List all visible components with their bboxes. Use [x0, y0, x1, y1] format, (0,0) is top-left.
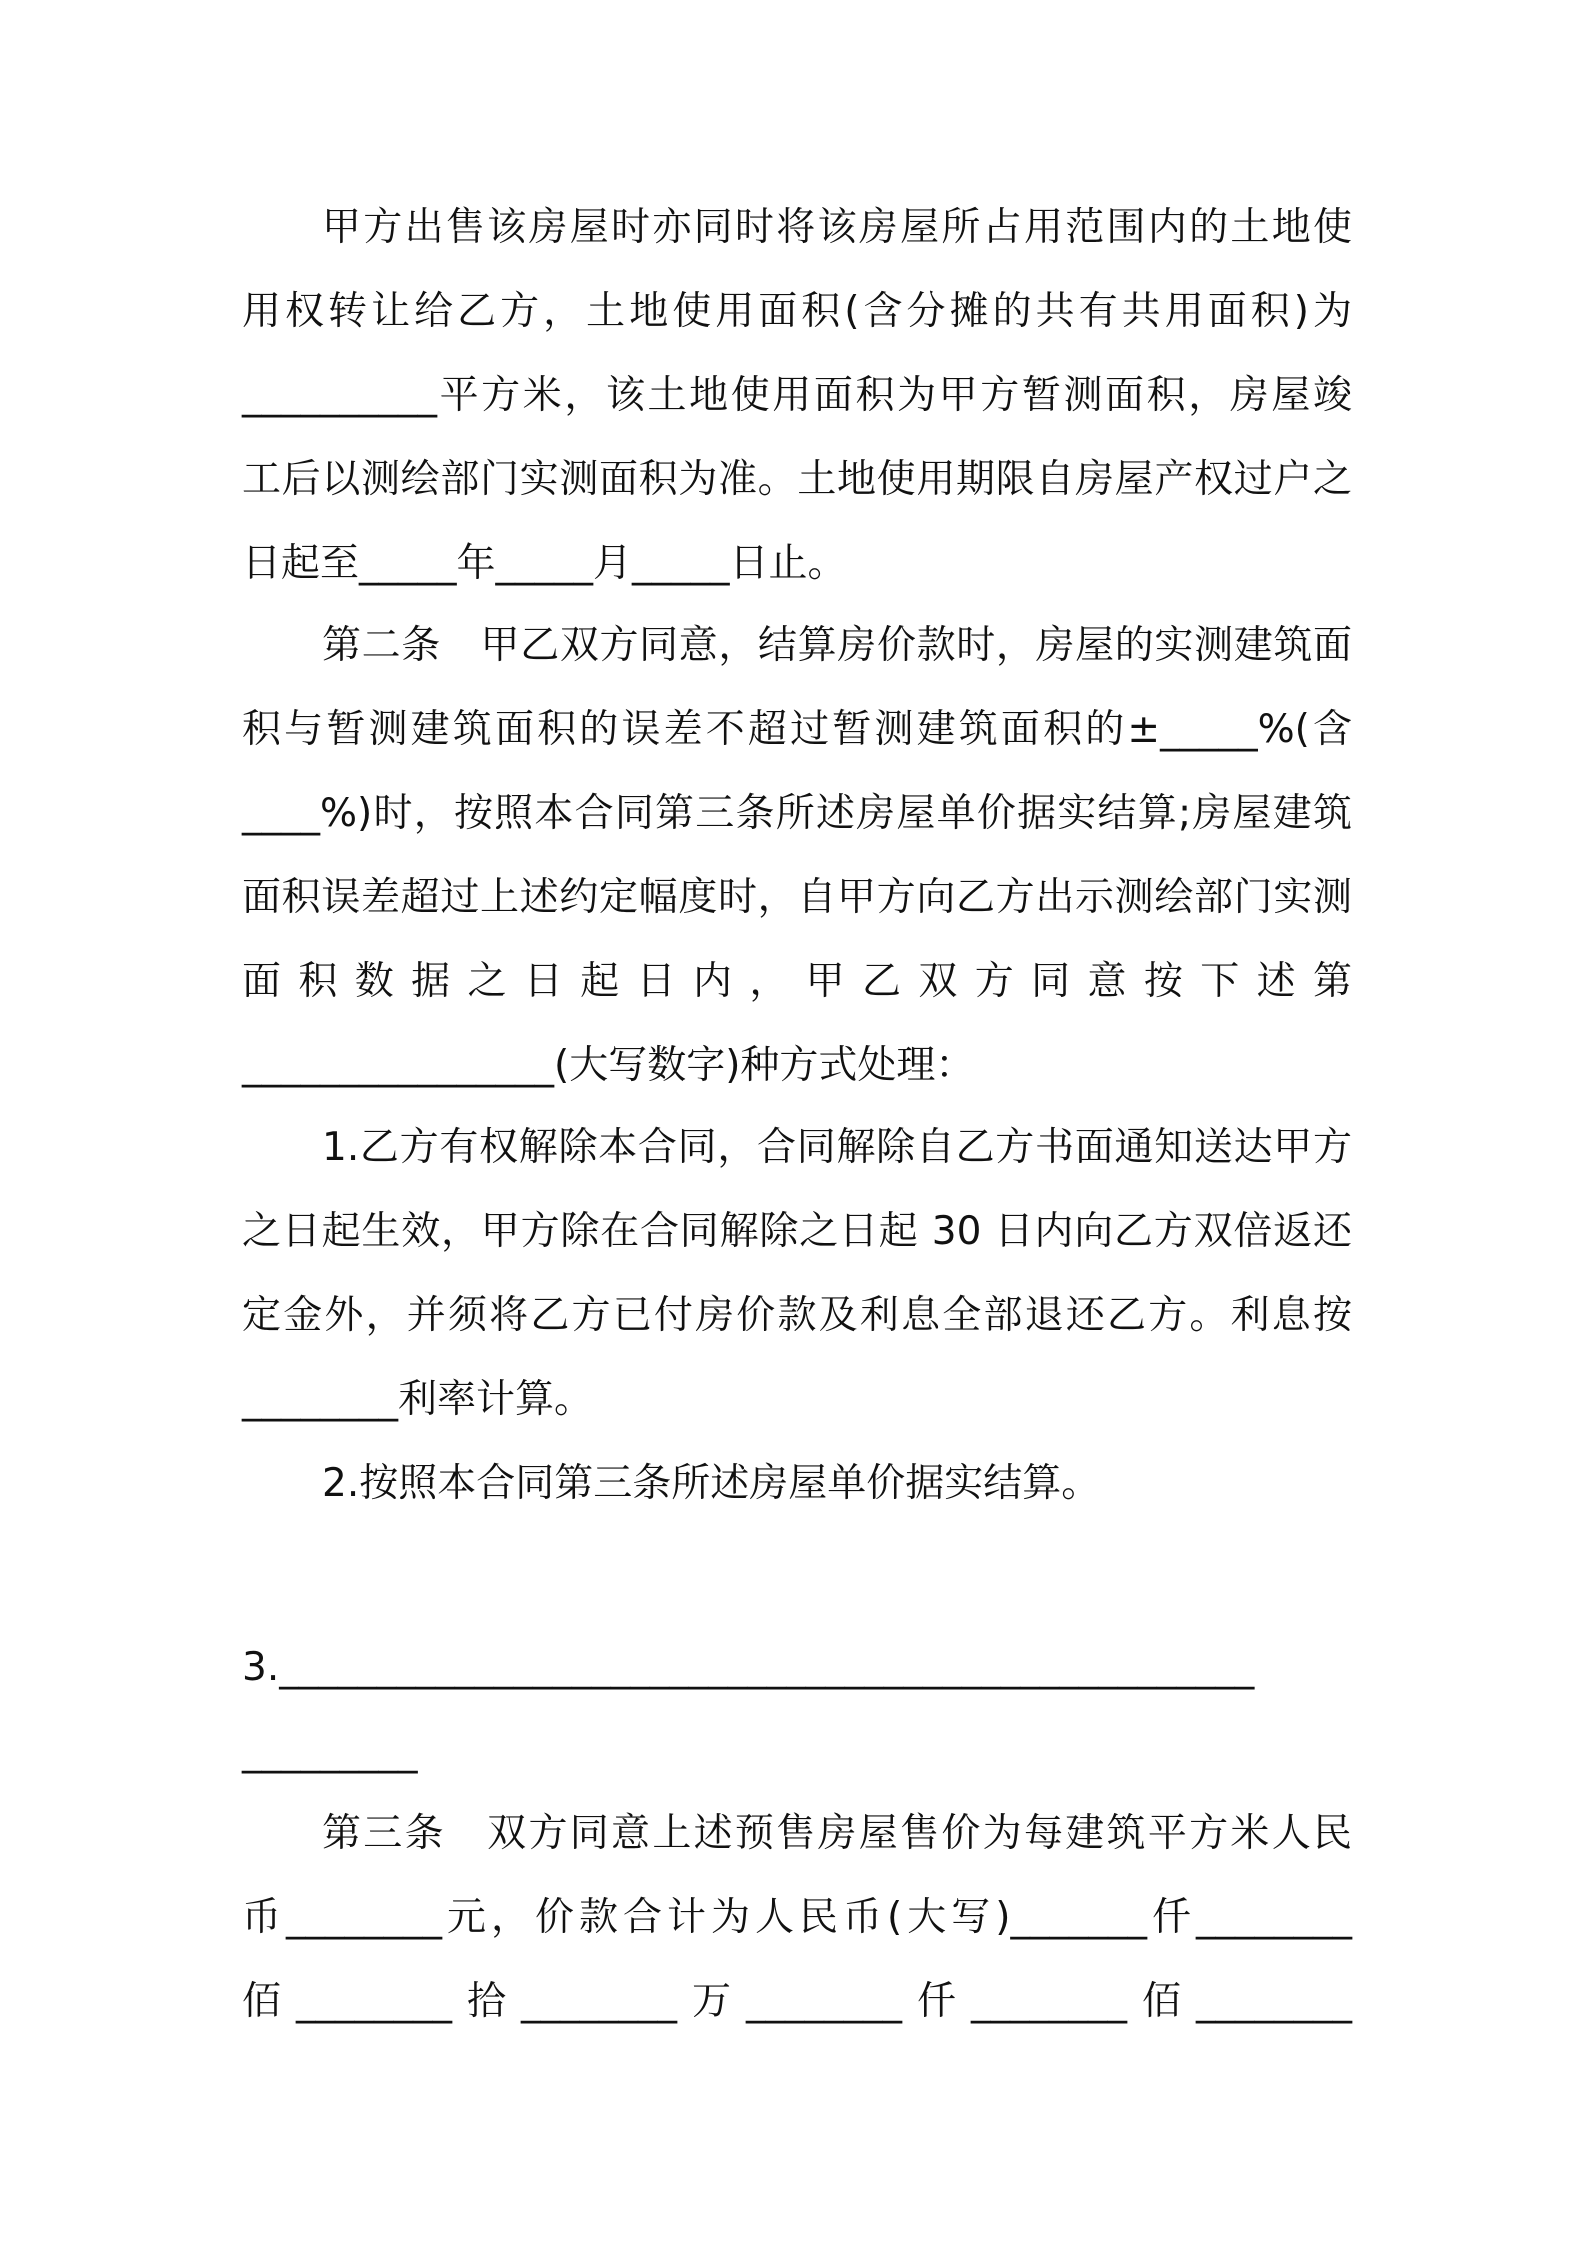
text-line: 工后以测绘部门实测面积为准。土地使用期限自房屋产权过户之 — [242, 457, 1352, 502]
text-line: __________平方米，该土地使用面积为甲方暂测面积，房屋竣 — [242, 373, 1352, 418]
text-line: 日起至_____年_____月_____日止。 — [242, 541, 847, 586]
text-line: 币________元，价款合计为人民币(大写)_______仟________ — [242, 1895, 1352, 1940]
article-2-heading-line: 第二条 甲乙双方同意，结算房价款时，房屋的实测建筑面 — [322, 623, 1352, 668]
text-line: 定金外，并须将乙方已付房价款及利息全部退还乙方。利息按 — [242, 1293, 1352, 1338]
text-line: _________ — [242, 1729, 418, 1774]
text-line: 面积误差超过上述约定幅度时，自甲方向乙方出示测绘部门实测 — [242, 875, 1352, 920]
text-line: 甲方出售该房屋时亦同时将该房屋所占用范围内的土地使 — [322, 205, 1352, 250]
text-line: 用权转让给乙方，土地使用面积(含分摊的共有共用面积)为 — [242, 289, 1352, 334]
text-line: 面 积 数 据 之 日 起 日 内 ， 甲 乙 双 方 同 意 按 下 述 第 — [242, 959, 1352, 1004]
article-3-heading-line: 第三条 双方同意上述预售房屋售价为每建筑平方米人民 — [322, 1811, 1352, 1856]
option-3-line: 3.__________________________________________________ — [242, 1645, 1255, 1690]
text-line: 积与暂测建筑面积的误差不超过暂测建筑面积的±_____%(含 — [242, 707, 1352, 752]
option-2-line: 2.按照本合同第三条所述房屋单价据实结算。 — [322, 1461, 1101, 1506]
text-line: ____%)时，按照本合同第三条所述房屋单价据实结算;房屋建筑 — [242, 791, 1352, 836]
text-line: ________________(大写数字)种方式处理： — [242, 1043, 975, 1088]
text-line: ________利率计算。 — [242, 1377, 594, 1422]
option-1-line: 1.乙方有权解除本合同，合同解除自乙方书面通知送达甲方 — [322, 1125, 1352, 1170]
text-line: 之日起生效，甲方除在合同解除之日起 30 日内向乙方双倍返还 — [242, 1209, 1352, 1254]
text-line: 佰________拾________万________仟________佰________ — [242, 1979, 1352, 2024]
